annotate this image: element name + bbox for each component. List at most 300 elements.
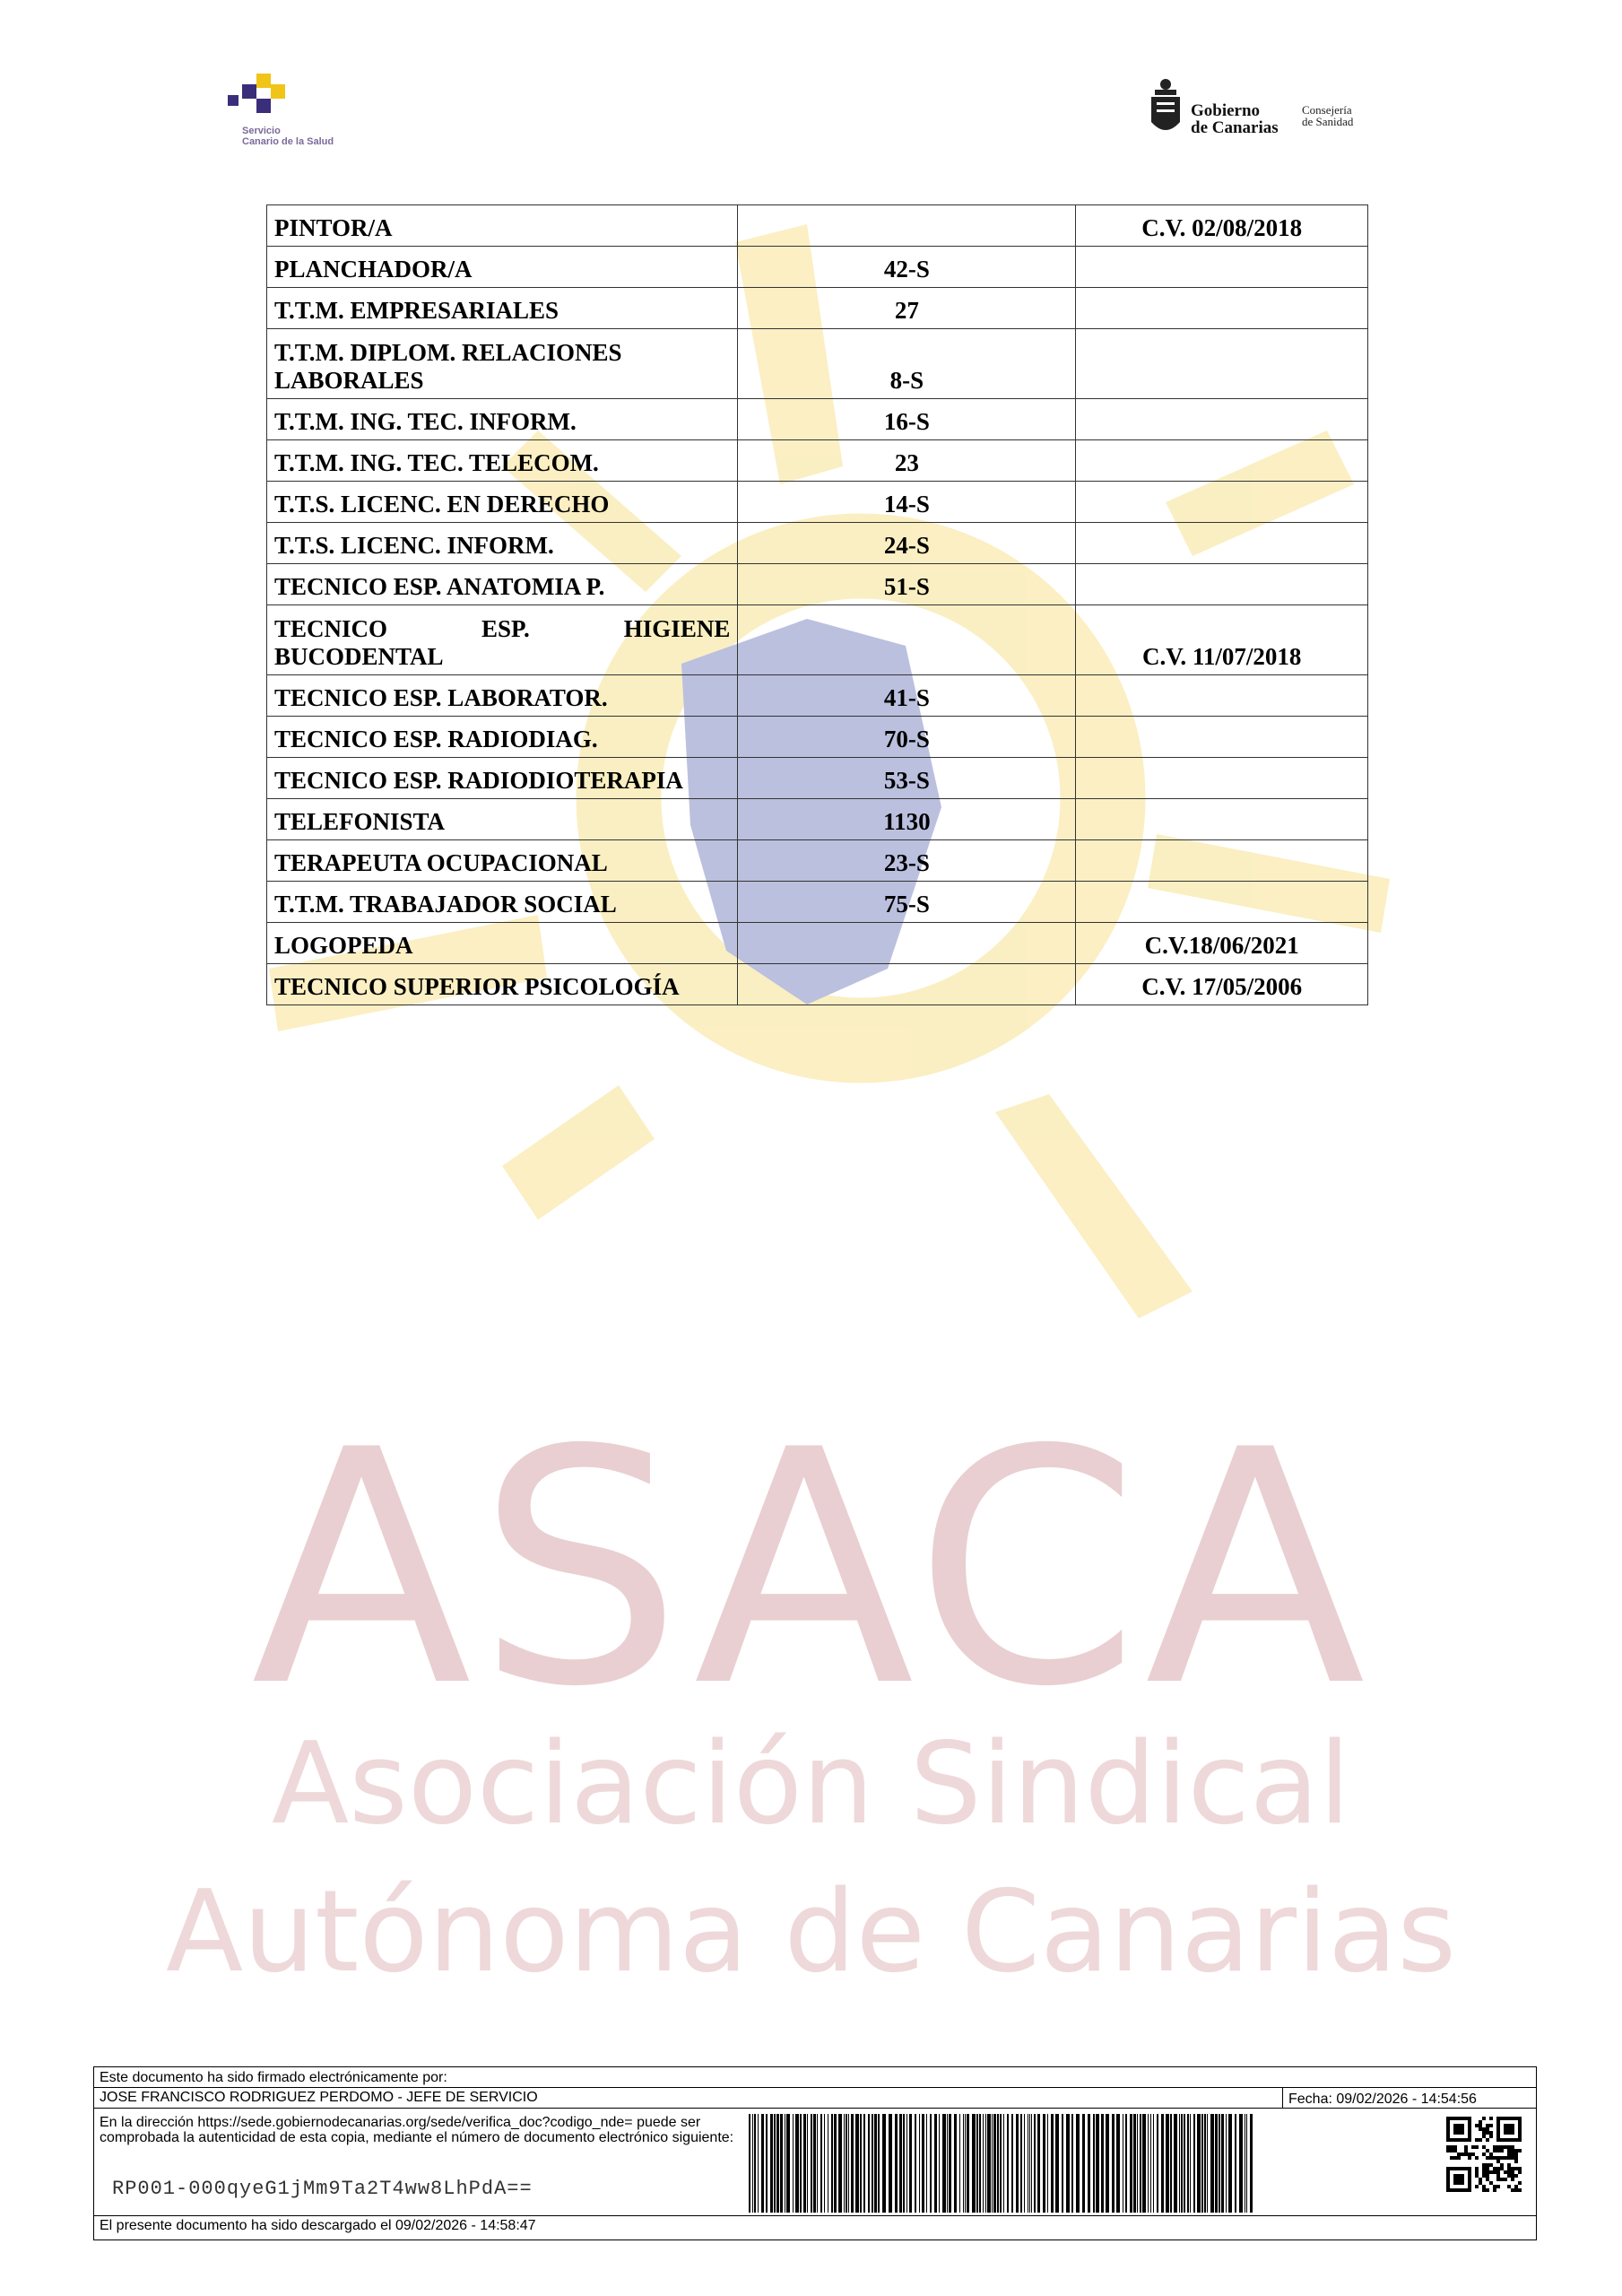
qr-module: [1493, 2156, 1496, 2160]
category-cell: T.T.M. ING. TEC. TELECOM.: [267, 440, 738, 482]
barcode-bar: [1140, 2114, 1141, 2213]
barcode-bar: [1106, 2114, 1109, 2213]
download-notice: El presente documento ha sido descargado el 09/02/2026 - 14:58:47: [100, 2218, 536, 2233]
code-cell: 42-S: [738, 247, 1076, 288]
barcode-bar: [811, 2114, 812, 2213]
barcode-bar: [1096, 2114, 1099, 2213]
qr-module: [1500, 2167, 1504, 2170]
qr-module: [1475, 2145, 1479, 2149]
barcode-bar: [776, 2114, 779, 2213]
qr-module: [1493, 2145, 1496, 2149]
barcode-bar: [1184, 2114, 1185, 2213]
qr-module: [1486, 2188, 1489, 2192]
qr-module: [1489, 2181, 1493, 2185]
qr-module: [1482, 2117, 1486, 2120]
qr-module: [1507, 2170, 1511, 2174]
note-cell: [1076, 840, 1368, 882]
qr-module: [1518, 2170, 1522, 2174]
watermark-line2: Autónoma de Canarias: [166, 1866, 1456, 1997]
barcode-bar: [942, 2114, 946, 2213]
gobierno-name: [1191, 102, 1279, 136]
barcode-bar: [1125, 2114, 1127, 2213]
qr-module: [1453, 2149, 1457, 2152]
category-line2: BUCODENTAL: [274, 643, 444, 670]
barcode-bar: [848, 2114, 849, 2213]
category-cell: T.T.M. ING. TEC. INFORM.: [267, 399, 738, 440]
table-row: [267, 247, 1368, 288]
qr-module: [1479, 2124, 1482, 2127]
code-cell: 41-S: [738, 675, 1076, 717]
signature-date-box: [1282, 2087, 1537, 2108]
qr-module: [1489, 2163, 1493, 2167]
barcode-bar: [1031, 2114, 1032, 2213]
barcode-bar: [1007, 2114, 1009, 2213]
barcode-bar: [1020, 2114, 1022, 2213]
barcode-bar: [1003, 2114, 1004, 2213]
barcode-bar: [834, 2114, 837, 2213]
category-line2: LABORALES: [274, 367, 424, 394]
qr-module: [1511, 2145, 1514, 2149]
qr-module: [1489, 2156, 1493, 2160]
barcode-bar: [909, 2114, 912, 2213]
code-cell: 1130: [738, 799, 1076, 840]
qr-module: [1486, 2131, 1489, 2135]
qr-module: [1500, 2149, 1504, 2152]
qr-module: [1493, 2188, 1496, 2192]
qr-module: [1514, 2160, 1518, 2163]
qr-module: [1464, 2145, 1468, 2149]
qr-module: [1482, 2135, 1486, 2138]
qr-module: [1479, 2178, 1482, 2181]
barcode-bar: [1150, 2114, 1151, 2213]
barcode-bar: [824, 2114, 825, 2213]
barcode-bar: [965, 2114, 966, 2213]
download-row: [94, 2215, 1536, 2239]
qr-module: [1471, 2152, 1475, 2156]
barcode-bar: [1239, 2114, 1243, 2213]
qr-module: [1496, 2167, 1500, 2170]
barcode-bar: [963, 2114, 964, 2213]
barcode-bar: [899, 2114, 902, 2213]
qr-module: [1514, 2152, 1518, 2156]
qr-module: [1511, 2170, 1514, 2174]
qr-module: [1493, 2149, 1496, 2152]
consejeria-name: [1302, 104, 1353, 127]
barcode-bar: [1190, 2114, 1191, 2213]
qr-module: [1496, 2185, 1500, 2188]
qr-module: [1475, 2174, 1479, 2178]
qr-module: [1471, 2145, 1475, 2149]
barcode-bar: [1130, 2114, 1132, 2213]
qr-module: [1511, 2152, 1514, 2156]
watermark-acronym: ASACA: [250, 1381, 1372, 1757]
qr-module: [1518, 2149, 1522, 2152]
barcode-bar: [1071, 2114, 1073, 2213]
qr-module: [1500, 2156, 1504, 2160]
category-cell: T.T.S. LICENC. INFORM.: [267, 523, 738, 564]
note-cell: [1076, 799, 1368, 840]
job-category-table: [266, 204, 1368, 1005]
qr-module: [1457, 2152, 1461, 2156]
table-row: [267, 923, 1368, 964]
qr-module: [1450, 2145, 1453, 2149]
barcode-bar: [786, 2114, 790, 2213]
qr-module: [1489, 2152, 1493, 2156]
verification-text: En la dirección https://sede.gobiernodecanarias.org/sede/verifica_doc?codigo_nde= puede ser comprobada la autenticidad de esta copia, mediante el número de documento electrónico siguiente:: [100, 2115, 734, 2145]
table-row: [267, 675, 1368, 717]
code-cell: 8-S: [738, 329, 1076, 399]
note-cell: [1076, 288, 1368, 329]
qr-module: [1450, 2156, 1453, 2160]
note-cell: [1076, 758, 1368, 799]
barcode-bar: [926, 2114, 927, 2213]
qr-module: [1486, 2163, 1489, 2167]
qr-module: [1482, 2145, 1486, 2149]
qr-module: [1489, 2135, 1493, 2138]
barcode-bar: [1029, 2114, 1030, 2213]
category-cell: TECNICO ESP. RADIODIOTERAPIA: [267, 758, 738, 799]
qr-module: [1511, 2167, 1514, 2170]
electronic-signature-block: [93, 2066, 1537, 2240]
table-row: [267, 717, 1368, 758]
category-cell: T.T.M. TRABAJADOR SOCIAL: [267, 882, 738, 923]
barcode-bar: [919, 2114, 920, 2213]
qr-module: [1475, 2156, 1479, 2160]
barcode-bar: [997, 2114, 999, 2213]
barcode-bar: [793, 2114, 794, 2213]
barcode-bar: [1215, 2114, 1218, 2213]
barcode-bar: [1043, 2114, 1045, 2213]
scs-logo-text: [242, 126, 334, 147]
category-cell: TERAPEUTA OCUPACIONAL: [267, 840, 738, 882]
scs-text-line1: Servicio: [242, 126, 281, 136]
category-cell: TELEFONISTA: [267, 799, 738, 840]
code-cell: 23: [738, 440, 1076, 482]
qr-module: [1482, 2174, 1486, 2178]
barcode-bar: [1011, 2114, 1013, 2213]
code-cell: 23-S: [738, 840, 1076, 882]
barcode-bar: [820, 2114, 822, 2213]
code-cell: [738, 923, 1076, 964]
barcode-bar: [993, 2114, 996, 2213]
qr-module: [1482, 2188, 1486, 2192]
qr-module: [1496, 2145, 1500, 2149]
qr-module: [1493, 2170, 1496, 2174]
qr-module: [1514, 2167, 1518, 2170]
category-cell: T.T.S. LICENC. EN DERECHO: [267, 482, 738, 523]
barcode-bar: [1037, 2114, 1040, 2213]
barcode-bar: [846, 2114, 847, 2213]
barcode-bar: [761, 2114, 764, 2213]
qr-module: [1482, 2167, 1486, 2170]
table-row: [267, 758, 1368, 799]
signer-name: JOSE FRANCISCO RODRIGUEZ PERDOMO - JEFE DE SERVICIO: [100, 2090, 538, 2105]
qr-module: [1518, 2181, 1522, 2185]
qr-module: [1468, 2156, 1471, 2160]
qr-module: [1482, 2127, 1486, 2131]
qr-module: [1511, 2188, 1514, 2192]
qr-module: [1489, 2170, 1493, 2174]
qr-module: [1496, 2160, 1500, 2163]
barcode-bar: [1179, 2114, 1180, 2213]
qr-module: [1489, 2117, 1493, 2120]
barcode-bar: [1207, 2114, 1208, 2213]
qr-module: [1500, 2163, 1504, 2167]
qr-module: [1496, 2170, 1500, 2174]
note-cell: [1076, 717, 1368, 758]
barcode-bar: [752, 2114, 753, 2213]
barcode-bar: [878, 2114, 880, 2213]
barcode-bar: [749, 2114, 750, 2213]
qr-module: [1446, 2149, 1450, 2152]
qr-module: [1475, 2124, 1479, 2127]
barcode-bar: [1221, 2114, 1224, 2213]
qr-module: [1514, 2188, 1518, 2192]
barcode-bar: [754, 2114, 756, 2213]
barcode-bar: [1197, 2114, 1201, 2213]
barcode-bar: [1047, 2114, 1048, 2213]
table-row: [267, 329, 1368, 399]
barcode-bar: [972, 2114, 976, 2213]
qr-module: [1507, 2167, 1511, 2170]
qr-module: [1479, 2120, 1482, 2124]
qr-module: [1482, 2163, 1486, 2167]
qr-module: [1450, 2149, 1453, 2152]
signature-date: Fecha: 09/02/2026 - 14:54:56: [1288, 2092, 1477, 2107]
barcode-bar: [987, 2114, 991, 2213]
barcode-bar: [903, 2114, 905, 2213]
barcode-bar: [985, 2114, 986, 2213]
table-row: [267, 205, 1368, 247]
qr-module: [1514, 2149, 1518, 2152]
barcode-bar: [1000, 2114, 1002, 2213]
category-word: HIGIENE: [623, 615, 731, 642]
qr-module: [1493, 2167, 1496, 2170]
barcode-bar: [766, 2114, 768, 2213]
barcode-bar: [1133, 2114, 1136, 2213]
barcode-bar: [1201, 2114, 1203, 2213]
barcode-bar: [807, 2114, 808, 2213]
barcode-bar: [1210, 2114, 1214, 2213]
barcode-bar: [934, 2114, 937, 2213]
consejeria-line1: Consejería: [1302, 103, 1352, 117]
barcode-bar: [1235, 2114, 1236, 2213]
scs-text-line2: Canario de la Salud: [242, 136, 334, 147]
qr-module: [1493, 2185, 1496, 2188]
qr-module: [1514, 2156, 1518, 2160]
barcode-bar: [1219, 2114, 1220, 2213]
barcode-bar: [851, 2114, 854, 2213]
barcode-bar: [906, 2114, 907, 2213]
barcode-bar: [922, 2114, 924, 2213]
qr-module: [1453, 2156, 1457, 2160]
barcode-bar: [1066, 2114, 1070, 2213]
note-cell: C.V. 11/07/2018: [1076, 605, 1368, 675]
code-cell: 16-S: [738, 399, 1076, 440]
barcode-bar: [817, 2114, 818, 2213]
barcode-bar: [855, 2114, 859, 2213]
barcode-bar: [1034, 2114, 1036, 2213]
barcode-bar: [915, 2114, 916, 2213]
barcode-bar: [1153, 2114, 1154, 2213]
category-cell: TECNICO ESP. ANATOMIA P.: [267, 564, 738, 605]
barcode-bar: [1016, 2114, 1019, 2213]
barcode-bar: [780, 2114, 783, 2213]
table-row: [267, 399, 1368, 440]
table-row: [267, 288, 1368, 329]
barcode-bar: [1082, 2114, 1085, 2213]
barcode-bar: [1142, 2114, 1146, 2213]
qr-module: [1475, 2138, 1479, 2142]
code-cell: 75-S: [738, 882, 1076, 923]
qr-module: [1507, 2152, 1511, 2156]
barcode-bar: [795, 2114, 799, 2213]
qr-module: [1486, 2127, 1489, 2131]
code-cell: [738, 205, 1076, 247]
qr-module: [1496, 2156, 1500, 2160]
category-cell: PLANCHADOR/A: [267, 247, 738, 288]
table-row: [267, 440, 1368, 482]
barcode-bar: [889, 2114, 892, 2213]
barcode-bar: [813, 2114, 816, 2213]
qr-module: [1500, 2178, 1504, 2181]
qr-code-icon: [1446, 2117, 1522, 2192]
barcode-bar: [872, 2114, 873, 2213]
table-row: [267, 840, 1368, 882]
note-cell: [1076, 564, 1368, 605]
category-cell: [267, 605, 738, 675]
barcode-bar: [954, 2114, 957, 2213]
qr-module: [1486, 2124, 1489, 2127]
category-cell: [267, 329, 738, 399]
qr-module: [1507, 2174, 1511, 2178]
barcode-bar: [874, 2114, 877, 2213]
qr-module: [1504, 2145, 1507, 2149]
barcode-bar: [1024, 2114, 1025, 2213]
code-cell: 24-S: [738, 523, 1076, 564]
table-row: [267, 564, 1368, 605]
qr-finder: [1453, 2124, 1464, 2135]
barcode-bar: [1062, 2114, 1063, 2213]
barcode-bar: [947, 2114, 948, 2213]
qr-module: [1486, 2156, 1489, 2160]
qr-module: [1496, 2149, 1500, 2152]
code-cell: 14-S: [738, 482, 1076, 523]
barcode-bar: [1193, 2114, 1195, 2213]
barcode-bar: [1181, 2114, 1183, 2213]
category-line1: [274, 615, 730, 643]
qr-module: [1507, 2163, 1511, 2167]
note-cell: [1076, 399, 1368, 440]
verification-row: [94, 2108, 1536, 2216]
qr-module: [1482, 2185, 1486, 2188]
barcode-bar: [979, 2114, 981, 2213]
signature-header-row: [94, 2067, 1536, 2088]
table-row: [267, 799, 1368, 840]
document-code: RP001-000qyeG1jMm9Ta2T4ww8LhPdA==: [112, 2178, 533, 2200]
category-cell: PINTOR/A: [267, 205, 738, 247]
note-cell: [1076, 882, 1368, 923]
qr-module: [1504, 2156, 1507, 2160]
table-row: [267, 605, 1368, 675]
barcode-bar: [1226, 2114, 1227, 2213]
code-cell: 53-S: [738, 758, 1076, 799]
barcode-bar: [831, 2114, 833, 2213]
note-cell: [1076, 329, 1368, 399]
qr-module: [1489, 2131, 1493, 2135]
barcode-bar: [1250, 2114, 1253, 2213]
barcode-bar: [1157, 2114, 1158, 2213]
qr-module: [1486, 2167, 1489, 2170]
code-cell: [738, 964, 1076, 1005]
table-row: [267, 882, 1368, 923]
category-cell: TECNICO SUPERIOR PSICOLOGÍA: [267, 964, 738, 1005]
qr-module: [1507, 2145, 1511, 2149]
qr-module: [1475, 2170, 1479, 2174]
barcode-bar: [1101, 2114, 1104, 2213]
barcode-bar: [1112, 2114, 1115, 2213]
barcode-bar: [949, 2114, 951, 2213]
qr-module: [1511, 2156, 1514, 2160]
table-row: [267, 964, 1368, 1005]
category-word: TECNICO: [274, 615, 388, 642]
note-cell: [1076, 675, 1368, 717]
qr-module: [1479, 2181, 1482, 2185]
note-cell: C.V. 02/08/2018: [1076, 205, 1368, 247]
barcode-bar: [1148, 2114, 1149, 2213]
barcode-bar: [959, 2114, 960, 2213]
qr-module: [1486, 2149, 1489, 2152]
qr-module: [1500, 2145, 1504, 2149]
barcode-bar: [939, 2114, 940, 2213]
barcode-bar: [838, 2114, 842, 2213]
qr-module: [1486, 2138, 1489, 2142]
qr-module: [1518, 2188, 1522, 2192]
barcode-bar: [770, 2114, 773, 2213]
barcode-bar: [983, 2114, 984, 2213]
code-cell: 70-S: [738, 717, 1076, 758]
qr-module: [1482, 2152, 1486, 2156]
qr-module: [1446, 2145, 1450, 2149]
qr-module: [1464, 2152, 1468, 2156]
watermark-line1: Asociación Sindical: [271, 1718, 1351, 1849]
barcode-bar: [1166, 2114, 1169, 2213]
table-row: [267, 523, 1368, 564]
barcode-bar: [895, 2114, 898, 2213]
note-cell: [1076, 247, 1368, 288]
qr-module: [1507, 2149, 1511, 2152]
category-cell: TECNICO ESP. LABORATOR.: [267, 675, 738, 717]
barcode-bar: [800, 2114, 802, 2213]
barcode-bar: [1174, 2114, 1177, 2213]
note-cell: [1076, 482, 1368, 523]
gobierno-name-line1: Gobierno: [1191, 101, 1261, 120]
barcode-bar: [930, 2114, 932, 2213]
qr-module: [1511, 2149, 1514, 2152]
barcode-bar: [844, 2114, 845, 2213]
note-cell: C.V. 17/05/2006: [1076, 964, 1368, 1005]
note-cell: [1076, 523, 1368, 564]
barcode-bar: [863, 2114, 865, 2213]
qr-module: [1496, 2174, 1500, 2178]
barcode-bar: [1161, 2114, 1164, 2213]
barcode-bar: [882, 2114, 886, 2213]
category-cell: TECNICO ESP. RADIODIAG.: [267, 717, 738, 758]
qr-module: [1486, 2170, 1489, 2174]
barcode-bar: [1055, 2114, 1059, 2213]
qr-module: [1514, 2174, 1518, 2178]
barcode-bar: [1204, 2114, 1206, 2213]
